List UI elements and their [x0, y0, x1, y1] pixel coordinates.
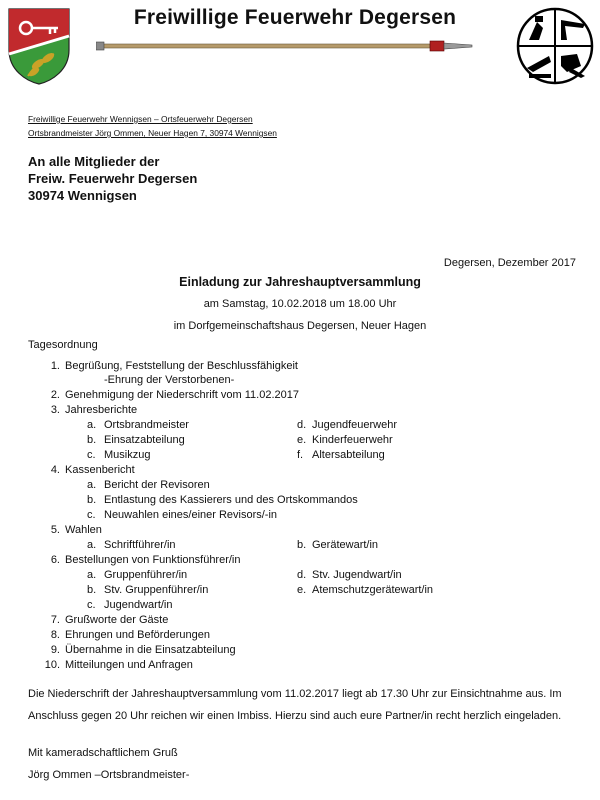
subitem-letter: a. [87, 479, 97, 491]
agenda-item-number: 6. [50, 554, 60, 566]
agenda-item-text: Kassenbericht [65, 464, 135, 476]
agenda-title: Tagesordnung [28, 339, 98, 351]
subitem-letter: f. [297, 449, 304, 461]
subitem-text: Atemschutzgerätewart/in [312, 584, 434, 596]
agenda-item-text: Übernahme in die Einsatzabteilung [65, 644, 236, 656]
agenda-item-text: Wahlen [65, 524, 102, 536]
agenda-item-number: 5. [50, 524, 60, 536]
invitation-heading: Einladung zur Jahreshauptversammlung [179, 275, 421, 289]
agenda-item-number: 4. [50, 464, 60, 476]
agenda-item-number: 7. [50, 614, 60, 626]
subitem-text: Neuwahlen eines/einer Revisors/-in [104, 509, 278, 521]
subitem-letter: b. [87, 584, 97, 596]
subitem-text: Ortsbrandmeister [104, 419, 189, 431]
agenda-item-note: -Ehrung der Verstorbenen- [104, 374, 235, 386]
subitem-letter: d. [297, 419, 307, 431]
subitem-letter: a. [87, 419, 97, 431]
agenda-item-text: Mitteilungen und Anfragen [65, 659, 193, 671]
agenda-item-number: 1. [50, 360, 60, 372]
agenda-item-text: Grußworte der Gäste [65, 614, 169, 626]
subitem-text: Gruppenführer/in [104, 569, 188, 581]
subitem-letter: e. [297, 584, 307, 596]
agenda-item-number: 2. [50, 389, 60, 401]
subitem-letter: b. [297, 539, 307, 551]
subitem-text: Gerätewart/in [312, 539, 379, 551]
closing-greeting: Mit kameradschaftlichem Gruß [28, 747, 178, 759]
recipient-line: An alle Mitglieder der [28, 154, 160, 169]
subitem-letter: a. [87, 569, 97, 581]
subitem-letter: a. [87, 539, 97, 551]
page-title: Freiwillige Feuerwehr Degersen [133, 6, 457, 29]
letter-date: Degersen, Dezember 2017 [443, 257, 576, 269]
subitem-text: Musikzug [104, 449, 151, 461]
signature: Jörg Ommen –Ortsbrandmeister- [28, 769, 190, 781]
sender-line: Freiwillige Feuerwehr Wennigsen – Ortsfeuerwehr Degersen [28, 114, 253, 124]
subitem-letter: c. [87, 449, 96, 461]
municipal-crest-icon [6, 6, 72, 86]
subitem-text: Stv. Gruppenführer/in [104, 584, 209, 596]
agenda-item-text: Jahresberichte [65, 404, 138, 416]
notice-line: Die Niederschrift der Jahreshauptversammlung vom 11.02.2017 liegt ab 17.30 Uhr zur Einsichtnahme aus. Im [28, 688, 562, 700]
agenda-item-number: 9. [50, 644, 60, 656]
subitem-letter: d. [297, 569, 307, 581]
subitem-letter: b. [87, 434, 97, 446]
fire-brigade-emblem-icon [515, 6, 595, 86]
meeting-date-line: am Samstag, 10.02.2018 um 18.00 Uhr [203, 298, 397, 310]
agenda-item-number: 8. [50, 629, 60, 641]
subitem-text: Einsatzabteilung [104, 434, 185, 446]
notice-line: Anschluss gegen 20 Uhr reichen wir einen Imbiss. Hierzu sind auch eure Partner/in recht herzlich eingeladen. [28, 710, 562, 722]
agenda-item-text: Bestellungen von Funktionsführer/in [65, 554, 241, 566]
agenda-item-text: Genehmigung der Niederschrift vom 11.02.2017 [65, 389, 299, 401]
recipient-line: Freiw. Feuerwehr Degersen [28, 171, 198, 186]
meeting-location-line: im Dorfgemeinschaftshaus Degersen, Neuer Hagen [173, 320, 427, 332]
subitem-letter: b. [87, 494, 97, 506]
subitem-letter: e. [297, 434, 307, 446]
subitem-text: Entlastung des Kassierers und des Ortskommandos [104, 494, 358, 506]
subitem-text: Altersabteilung [312, 449, 385, 461]
subitem-text: Jugendfeuerwehr [312, 419, 398, 431]
subitem-letter: c. [87, 599, 96, 611]
agenda-item-number: 3. [50, 404, 60, 416]
subitem-text: Stv. Jugendwart/in [312, 569, 402, 581]
agenda-item-number: 10. [44, 659, 60, 671]
agenda-item-text: Begrüßung, Feststellung der Beschlussfähigkeit [65, 360, 298, 372]
subitem-text: Bericht der Revisoren [104, 479, 210, 491]
subitem-text: Schriftführer/in [104, 539, 176, 551]
subitem-text: Kinderfeuerwehr [312, 434, 393, 446]
sender-address-line: Ortsbrandmeister Jörg Ommen, Neuer Hagen 7, 30974 Wennigsen [28, 128, 277, 138]
subitem-letter: c. [87, 509, 96, 521]
fire-hose-icon [96, 39, 476, 53]
agenda-item-text: Ehrungen und Beförderungen [65, 629, 210, 641]
recipient-line: 30974 Wennigsen [28, 188, 137, 203]
subitem-text: Jugendwart/in [104, 599, 173, 611]
